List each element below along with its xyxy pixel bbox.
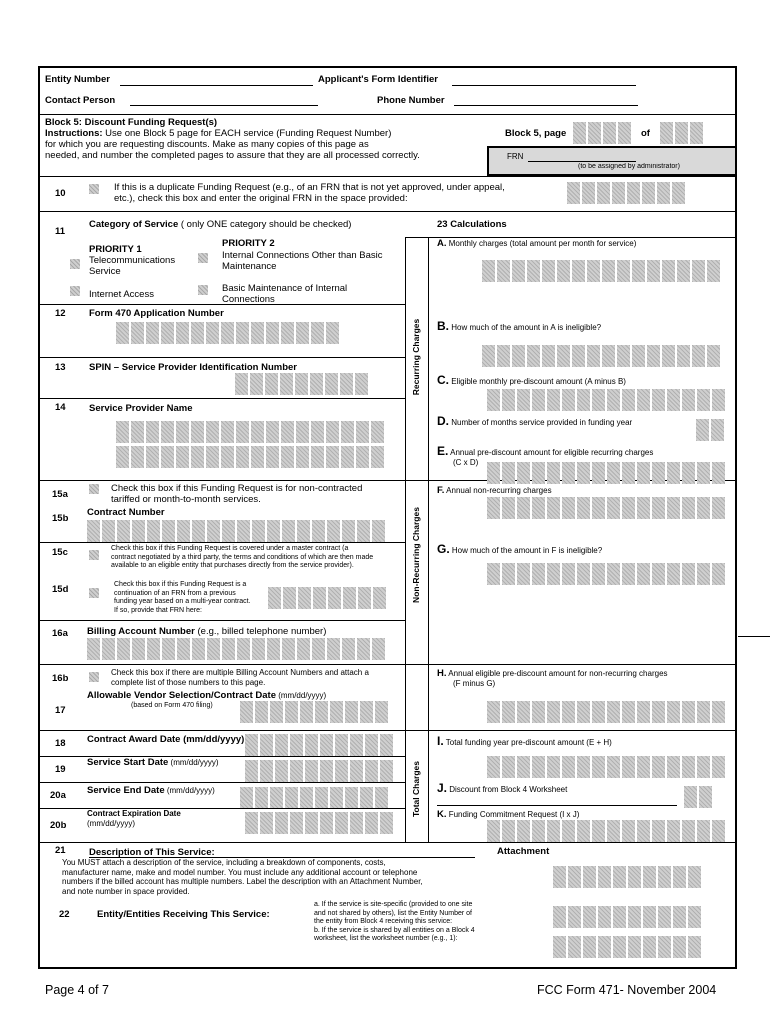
calc-e-letter: E.	[437, 444, 449, 458]
calc-d-label	[437, 414, 633, 428]
calc-b-text: How much of the amount in A is ineligible?	[449, 323, 602, 332]
contract-expiration-label	[87, 809, 181, 828]
calc-f-letter: F.	[437, 485, 445, 496]
q17-format: (mm/dd/yyyy)	[275, 691, 327, 700]
item-number-22: 22	[59, 909, 70, 920]
calc-g-text: How much of the amount in F is ineligible?	[449, 546, 603, 555]
calc-c-text: Eligible monthly pre-discount amount (A minus B)	[449, 377, 626, 386]
q11-note: ( only ONE category should be checked)	[178, 219, 352, 230]
divider	[38, 304, 405, 305]
ic-line-2: Maintenance	[222, 261, 277, 272]
of-label: of	[641, 128, 650, 139]
vendor-selection-note: (based on Form 470 filing)	[131, 702, 213, 709]
q16a-title: Billing Account Number	[87, 626, 195, 637]
service-start-date-boxes[interactable]	[245, 760, 393, 782]
calc-h-formula: (F minus G)	[453, 679, 496, 688]
master-contract-checkbox[interactable]	[89, 550, 99, 560]
calc-i-text: Total funding year pre-discount amount (E + H)	[443, 738, 612, 747]
ic-line-1: Internal Connections Other than Basic	[222, 250, 383, 261]
calculations-title: 23 Calculations	[437, 219, 507, 230]
contract-expiration-date-boxes[interactable]	[245, 812, 393, 834]
q15a-line-1: Check this box if this Funding Request is for non-contracted	[111, 483, 363, 494]
item-number-18: 18	[55, 738, 66, 749]
service-end-date-boxes[interactable]	[240, 787, 388, 809]
q20b-title: Contract Expiration Date	[87, 809, 181, 818]
q22b-line-2: worksheet, list the worksheet number (e.g., 1):	[314, 935, 458, 942]
contact-person-label: Contact Person	[45, 95, 116, 106]
divider	[38, 620, 405, 621]
telecom-line-1: Telecommunications	[89, 255, 176, 266]
contract-award-label: Contract Award Date (mm/dd/yyyy)	[87, 734, 245, 745]
item-number-15b: 15b	[52, 513, 69, 524]
multiple-accounts-checkbox[interactable]	[89, 672, 99, 682]
q15c-line-2: contract negotiated by a third party, the terms and conditions of which are then made	[111, 553, 374, 561]
q15d-line-2: continuation of an FRN from a previous	[114, 589, 236, 597]
calc-f-text: Annual non-recurring charges	[444, 486, 552, 495]
internal-connections-label	[222, 250, 383, 272]
block5-title: Block 5: Discount Funding Request(s)	[45, 117, 218, 128]
internal-connections-checkbox[interactable]	[198, 253, 208, 263]
q22a-line-2: and not shared by others), list the Entity Number of	[314, 909, 472, 917]
total-charges-label: Total Charges	[411, 760, 421, 818]
q15d-line-1: Check this box if this Funding Request is a	[114, 581, 247, 588]
vendor-selection-date-boxes[interactable]	[240, 701, 388, 723]
instructions-line-2: for which you are requesting discounts. Make as many copies of this page as	[45, 139, 369, 150]
previous-frn-boxes[interactable]	[268, 587, 386, 609]
page-number: Page 4 of 7	[45, 983, 109, 997]
item-number-21: 21	[55, 845, 66, 856]
entity-number-label: Entity Number	[45, 74, 110, 85]
calc-h-letter: H.	[437, 668, 447, 679]
divider	[38, 357, 405, 358]
divider	[437, 805, 677, 806]
calc-f-boxes[interactable]	[487, 497, 725, 519]
calc-d-text: Number of months service provided in funding year	[449, 418, 633, 427]
entity-number-boxes[interactable]	[553, 906, 701, 928]
q21-line-2: manufacturer name, make and model number. You must include any additional account or telephone	[62, 867, 418, 877]
q15c-line-3: available to an eligible entity that purchases directly from the service provider).	[111, 562, 354, 569]
item-number-20b: 20b	[50, 820, 67, 831]
q22b-line-1: b. If the service is shared by all entities on a Block 4	[314, 926, 475, 934]
service-start-label	[87, 757, 219, 768]
item-number-15d: 15d	[52, 584, 69, 595]
q20b-format: (mm/dd/yyyy)	[87, 818, 135, 828]
calc-c-boxes[interactable]	[487, 389, 725, 411]
calc-b-boxes[interactable]	[482, 345, 720, 367]
block5-page-label: Block 5, page	[505, 128, 567, 139]
calc-a-label	[437, 238, 636, 249]
divider	[38, 782, 405, 783]
original-frn-boxes[interactable]	[567, 182, 685, 204]
item-number-20a: 20a	[50, 790, 66, 801]
basic-maintenance-label	[222, 283, 347, 305]
calc-g-letter: G.	[437, 542, 450, 556]
block5-instructions	[45, 128, 485, 161]
frn-note: (to be assigned by administrator)	[578, 163, 680, 170]
calc-e-formula: (C x D)	[453, 457, 479, 467]
instructions-line-3: needed, and number the completed pages to assure that they are all processed correctly.	[45, 150, 420, 161]
q15d-line-3: funding year based on a multi-year contract.	[114, 598, 251, 605]
column-divider	[428, 237, 429, 842]
duplicate-request-checkbox[interactable]	[89, 184, 99, 194]
q22a-line-3: the entity from Block 4 receiving this service:	[314, 918, 453, 925]
category-of-service-label	[89, 219, 351, 230]
telecom-checkbox[interactable]	[70, 259, 80, 269]
instructions-label: Instructions:	[45, 128, 103, 139]
applicant-form-id-label: Applicant's Form Identifier	[318, 74, 438, 85]
non-recurring-charges-label: Non-Recurring Charges	[411, 507, 421, 603]
duplicate-request-text	[114, 182, 505, 204]
calc-h-text: Annual eligible pre-discount amount for non-recurring charges	[446, 669, 668, 678]
total-pages-boxes[interactable]	[660, 122, 703, 144]
q17-title: Allowable Vendor Selection/Contract Date	[87, 690, 276, 701]
calc-i-letter: I.	[437, 734, 444, 748]
calc-b-letter: B.	[437, 319, 449, 333]
calc-j-boxes[interactable]	[684, 786, 712, 808]
frn-field	[528, 161, 636, 162]
bm-line-2: Connections	[222, 294, 275, 305]
item-number-16b: 16b	[52, 673, 69, 684]
telecom-line-2: Service	[89, 266, 121, 277]
calc-j-text: Discount from Block 4 Worksheet	[447, 785, 568, 794]
worksheet-number-boxes[interactable]	[553, 936, 701, 958]
calc-e-text: Annual pre-discount amount for eligible recurring charges	[448, 448, 654, 457]
phone-number-label: Phone Number	[377, 95, 445, 106]
contact-person-field[interactable]	[130, 105, 318, 106]
q19-title: Service Start Date	[87, 757, 169, 768]
provider-name-boxes-row-2[interactable]	[116, 446, 384, 468]
calc-a-boxes[interactable]	[482, 260, 720, 282]
calc-a-text: Monthly charges (total amount per month for service)	[446, 239, 637, 248]
priority-1-title: PRIORITY 1	[89, 244, 142, 255]
calc-k-text: Funding Commitment Request (I x J)	[446, 810, 580, 819]
q22a-line-1: a. If the service is site-specific (provided to one site	[314, 901, 473, 908]
q16b-line-1: Check this box if there are multiple Billing Account Numbers and attach a	[111, 668, 369, 677]
calc-c-label	[437, 373, 626, 387]
calc-k-boxes[interactable]	[487, 820, 725, 842]
q15d-line-4: If so, provide that FRN here:	[114, 606, 202, 614]
divider	[38, 542, 405, 543]
basic-maintenance-checkbox[interactable]	[198, 285, 208, 295]
applicant-form-id-field[interactable]	[452, 85, 636, 86]
q15c-line-1: Check this box if this Funding Request is covered under a master contract (a	[111, 545, 349, 552]
q19-format: (mm/dd/yyyy)	[168, 758, 219, 767]
calc-g-label	[437, 542, 603, 556]
calc-d-boxes[interactable]	[696, 419, 724, 441]
contract-number-boxes[interactable]	[87, 520, 385, 542]
item-number-10: 10	[55, 188, 66, 199]
form470-number-boxes[interactable]	[116, 322, 339, 344]
q10-line-1: If this is a duplicate Funding Request (e.g., of an FRN that is not yet approved, under appeal,	[114, 182, 505, 193]
calc-e-boxes[interactable]	[487, 462, 725, 484]
attachment-label: Attachment	[497, 846, 550, 857]
calc-j-letter: J.	[437, 781, 448, 795]
item-number-17: 17	[55, 705, 66, 716]
provider-name-label: Service Provider Name	[89, 403, 193, 414]
q10-line-2: etc.), check this box and enter the original FRN in the space provided:	[114, 193, 408, 204]
item-number-15a: 15a	[52, 489, 68, 500]
priority-2-title: PRIORITY 2	[222, 238, 275, 249]
spin-boxes[interactable]	[235, 373, 368, 395]
calc-b-label	[437, 319, 602, 333]
divider	[38, 211, 737, 212]
billing-account-label	[87, 626, 326, 637]
telecom-label	[89, 255, 175, 277]
q15a-line-2: tariffed or month-to-month services.	[111, 494, 261, 505]
calc-f-label	[437, 485, 552, 497]
divider	[38, 398, 405, 399]
service-end-label	[87, 785, 215, 796]
item-number-11: 11	[55, 226, 66, 237]
q11-title: Category of Service	[89, 219, 179, 230]
master-contract-text	[111, 545, 373, 571]
instructions-line-1: Use one Block 5 page for EACH service (Funding Request Number)	[102, 128, 392, 139]
non-contracted-text	[111, 483, 362, 505]
item-number-15c: 15c	[52, 547, 68, 558]
internet-access-checkbox[interactable]	[70, 286, 80, 296]
billing-account-boxes[interactable]	[87, 638, 385, 660]
provider-name-boxes-row-1[interactable]	[116, 421, 384, 443]
column-divider	[405, 237, 406, 842]
divider	[405, 730, 737, 731]
continuation-checkbox[interactable]	[89, 588, 99, 598]
item-number-19: 19	[55, 764, 66, 775]
item-number-16a: 16a	[52, 628, 68, 639]
q16a-note: (e.g., billed telephone number)	[194, 626, 327, 637]
contract-award-date-boxes[interactable]	[245, 734, 393, 756]
recurring-charges-label: Recurring Charges	[411, 318, 421, 396]
item-number-12: 12	[55, 308, 66, 319]
divider	[38, 730, 405, 731]
calc-i-boxes[interactable]	[487, 756, 725, 778]
vendor-selection-label	[87, 690, 326, 701]
description-label: Description of This Service:	[89, 847, 215, 858]
q21-line-4: and note number in space provided.	[62, 886, 190, 896]
margin-mark	[738, 636, 770, 637]
calc-a-letter: A.	[437, 238, 447, 249]
divider	[38, 842, 737, 843]
q20a-format: (mm/dd/yyyy)	[164, 786, 215, 795]
divider	[38, 664, 737, 665]
entities-receiving-label: Entity/Entities Receiving This Service:	[97, 909, 270, 920]
contract-number-label: Contract Number	[87, 507, 165, 518]
continuation-text	[114, 581, 251, 615]
spin-label: SPIN – Service Provider Identification Number	[89, 362, 298, 373]
entity-number-field[interactable]	[120, 85, 313, 86]
divider	[38, 176, 737, 177]
item-number-13: 13	[55, 362, 66, 373]
entities-receiving-text	[314, 901, 475, 944]
frn-label: FRN	[507, 152, 524, 161]
multiple-accounts-text	[111, 668, 369, 687]
non-contracted-checkbox[interactable]	[89, 484, 99, 494]
attachment-number-boxes[interactable]	[553, 866, 701, 888]
divider	[38, 114, 737, 115]
bm-line-1: Basic Maintenance of Internal	[222, 283, 348, 294]
calc-j-label	[437, 781, 568, 795]
calc-i-label	[437, 734, 612, 748]
calc-h-boxes[interactable]	[487, 701, 725, 723]
calc-c-letter: C.	[437, 373, 449, 387]
form470-label: Form 470 Application Number	[89, 308, 224, 319]
calc-g-boxes[interactable]	[487, 563, 725, 585]
phone-number-field[interactable]	[454, 105, 638, 106]
internet-access-label: Internet Access	[89, 289, 154, 300]
page-number-boxes[interactable]	[573, 122, 631, 144]
description-text	[62, 858, 423, 896]
q21-line-1: You MUST attach a description of the service, including a breakdown of components, costs,	[62, 858, 386, 867]
q16b-line-2: complete list of those numbers to this page.	[111, 677, 266, 687]
form-identifier: FCC Form 471- November 2004	[537, 983, 717, 997]
q21-line-3: numbers if the billed account has multiple numbers. Label the description with an Attachment Number,	[62, 877, 423, 886]
q20a-title: Service End Date	[87, 785, 165, 796]
calc-d-letter: D.	[437, 414, 449, 428]
calc-k-letter: K.	[437, 809, 447, 820]
item-number-14: 14	[55, 402, 66, 413]
calc-h-label	[437, 668, 668, 689]
